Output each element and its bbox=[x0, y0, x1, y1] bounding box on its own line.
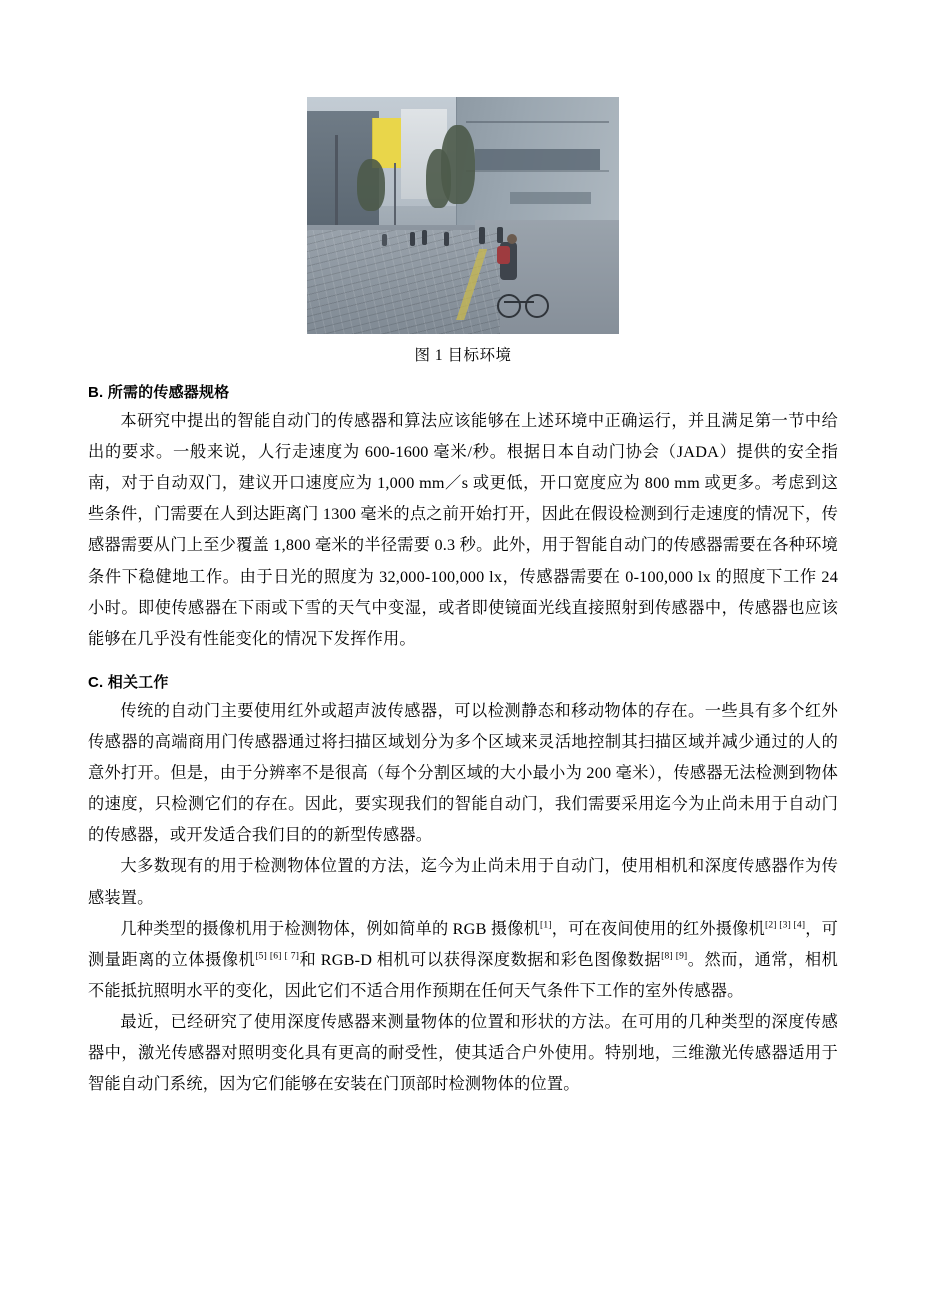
photo-tree bbox=[357, 159, 385, 211]
photo-store-sign-secondary bbox=[510, 192, 591, 204]
target-environment-photo bbox=[307, 97, 619, 334]
section-heading-c: C. 相关工作 bbox=[88, 673, 169, 691]
citation-ref-2: [2] [3] [4] bbox=[764, 920, 806, 931]
photo-tree bbox=[426, 149, 451, 208]
paragraph-sensor-specs: 本研究中提出的智能自动门的传感器和算法应该能够在上述环境中正确运行，并且满足第一节中给出的要求。一般来说，人行走速度为 600-1600 毫米/秒。根据日本自动门协会（JADA）提供的安全指南，对于自动双门，建议开口速度应为 1,000 mm／s 或更低，开口宽度应为 800 mm 或更多。考虑到这些条件，门需要在人到达距离门 1300 毫米的点之前开始打开，因此在假设检测到行走速度的情况下，传感器需要从门上至少覆盖 1,800 毫米的半径需要 0.3 秒。此外，用于智能自动门的传感器需要在各种环境条件下稳健地工作。由于日光的照度为 32,000-100,000 lx，传感器需要在 0-100,000 lx 的照度下工作 24 小时。即使传感器在下雨或下雪的天气中变湿，或者即使镜面光线直接照射到传感器中，传感器也应该能够在几乎没有性能变化的情况下发挥作用。 bbox=[88, 412, 838, 648]
photo-pedestrian bbox=[410, 232, 415, 246]
cameras-text-5: 。然而，通常，相机不能抵抗照明水平的变化，因此它们不适合用作预期在任何天气条件下工作的室外传感器。 bbox=[88, 950, 838, 1000]
photo-pedestrian bbox=[444, 232, 449, 246]
photo-bicycle-wheel bbox=[525, 294, 549, 318]
photo-cyclist-backpack bbox=[497, 246, 510, 264]
photo-bicycle-frame bbox=[504, 301, 534, 303]
cameras-text-2: ，可在夜间使用的红外摄像机 bbox=[551, 919, 765, 938]
paragraph-depth-sensors: 最近，已经研究了使用深度传感器来测量物体的位置和形状的方法。在可用的几种类型的深度传感器中，激光传感器对照明变化具有更高的耐受性，使其适合户外使用。特别地，三维激光传感器适用于智能自动门系统，因为它们能够在安装在门顶部时检测物体的位置。 bbox=[88, 1012, 838, 1094]
photo-pedestrian bbox=[382, 234, 387, 246]
photo-bicycle-wheel bbox=[497, 294, 521, 318]
cameras-text-4: 和 RGB-D 相机可以获得深度数据和彩色图像数据 bbox=[299, 950, 662, 969]
figure-caption: 图 1 目标环境 bbox=[414, 347, 512, 364]
paragraph-related-work-1: 传统的自动门主要使用红外或超声波传感器，可以检测静态和移动物体的存在。一些具有多个红外传感器的高端商用门传感器通过将扫描区域划分为多个区域来灵活地控制其扫描区域并减少通过的人的意外打开。但是，由于分辨率不是很高（每个分割区域的大小最小为 200 毫米），传感器无法检测到物体的速度，只检测它们的存在。因此，要实现我们的智能自动门，我们需要采用迄今为止尚未用于自动门的传感器，或开发适合我们目的的新型传感器。 bbox=[88, 701, 838, 845]
cameras-text-3: ，可测量距离的立体摄像机 bbox=[88, 919, 839, 969]
photo-pedestrian bbox=[479, 227, 485, 244]
photo-pedestrian bbox=[497, 227, 503, 243]
citation-ref-4: [8] [9] bbox=[661, 951, 688, 962]
citation-ref-1: [1] bbox=[540, 920, 552, 931]
photo-store-sign bbox=[475, 149, 600, 170]
paragraph-cameras bbox=[88, 914, 838, 1007]
photo-pedestrian bbox=[422, 230, 427, 245]
section-heading-b: B. 所需的传感器规格 bbox=[88, 384, 230, 401]
citation-ref-3: [5] [6] [ 7] bbox=[255, 951, 300, 962]
cameras-text-1: 几种类型的摄像机用于检测物体，例如简单的 RGB 摄像机 bbox=[120, 919, 541, 938]
paragraph-related-work-2: 大多数现有的用于检测物体位置的方法，迄今为止尚未用于自动门，使用相机和深度传感器作为传感装置。 bbox=[88, 857, 838, 907]
figure-block bbox=[88, 97, 838, 365]
